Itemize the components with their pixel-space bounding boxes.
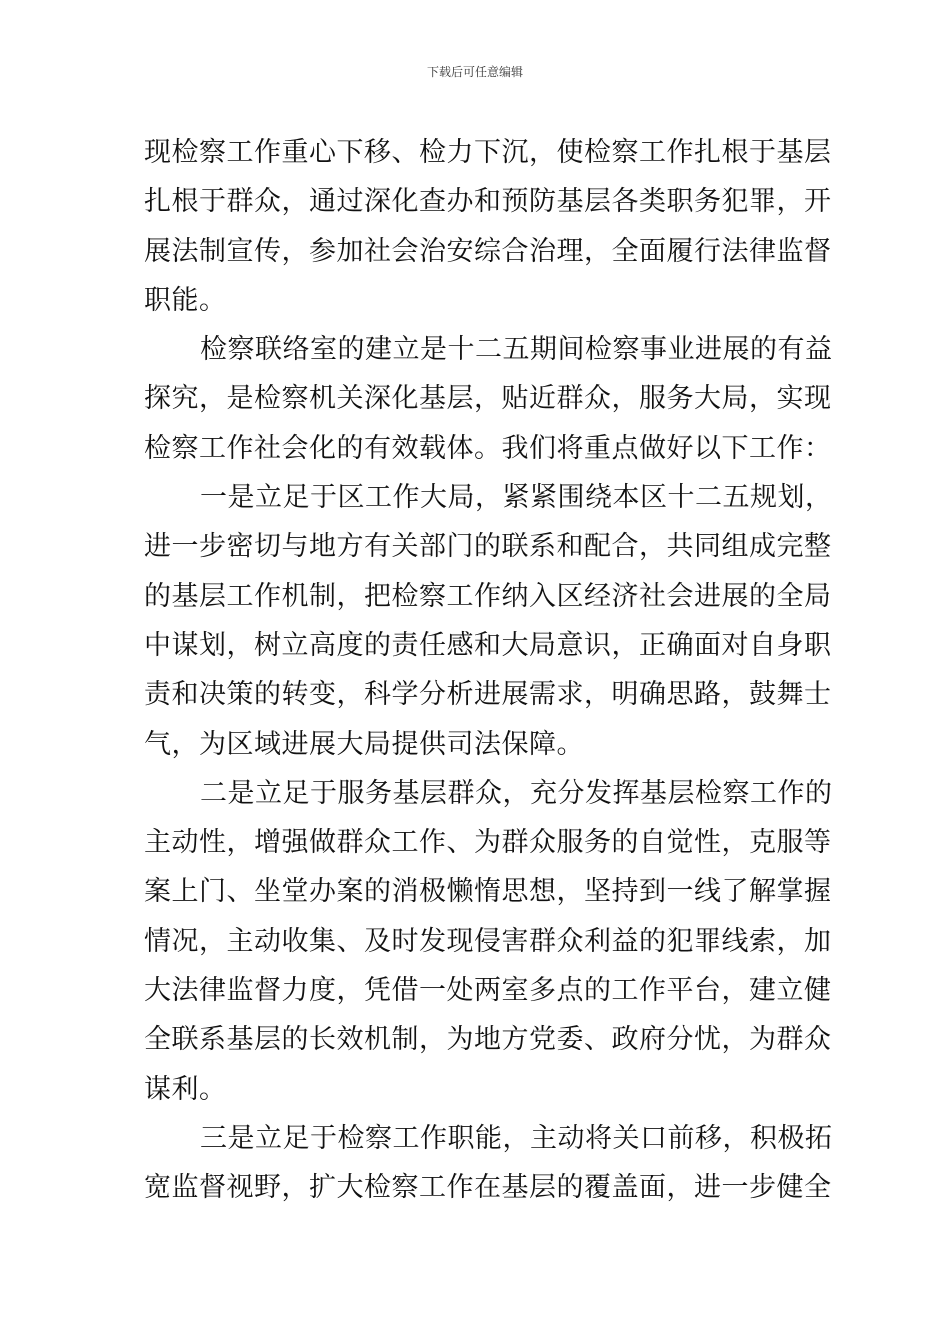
- paragraph: [144, 769, 833, 1114]
- paragraph: [144, 1114, 833, 1213]
- text-line: 检察联络室的建立是十二五期间检察事业进展的有益: [200, 334, 833, 366]
- text-line: 探究，是检察机关深化基层，贴近群众，服务大局，实现: [144, 383, 832, 415]
- text-line: 检察工作社会化的有效载体。我们将重点做好以下工作：: [144, 432, 832, 464]
- text-line: 情况，主动收集、及时发现侵害群众利益的犯罪线索，加: [144, 925, 832, 957]
- text-line: 谋利。: [144, 1073, 227, 1105]
- paragraph: [144, 473, 833, 769]
- text-line: 案上门、坐堂办案的消极懒惰思想，坚持到一线了解掌握: [144, 876, 832, 908]
- text-line: 大法律监督力度，凭借一处两室多点的工作平台，建立健: [144, 975, 832, 1007]
- page-header: 下载后可任意编辑: [426, 65, 523, 79]
- text-line: 中谋划，树立高度的责任感和大局意识，正确面对自身职: [144, 629, 832, 661]
- text-line: 气，为区域进展大局提供司法保障。: [144, 728, 584, 760]
- text-line: 的基层工作机制，把检察工作纳入区经济社会进展的全局: [144, 580, 832, 612]
- text-line: 全联系基层的长效机制，为地方党委、政府分忧，为群众: [144, 1024, 832, 1056]
- text-line: 主动性，增强做群众工作、为群众服务的自觉性，克服等: [144, 827, 832, 859]
- text-line: 二是立足于服务基层群众，充分发挥基层检察工作的: [200, 777, 833, 809]
- text-line: 现检察工作重心下移、检力下沉，使检察工作扎根于基层: [144, 137, 832, 168]
- paragraph: [144, 325, 833, 473]
- text-line: 职能。: [144, 284, 227, 316]
- text-line: 责和决策的转变，科学分析进展需求，明确思路，鼓舞士: [144, 679, 832, 711]
- text-line: 三是立足于检察工作职能，主动将关口前移，积极拓: [200, 1122, 833, 1154]
- document-body: [144, 128, 833, 1213]
- text-line: 进一步密切与地方有关部门的联系和配合，共同组成完整: [144, 531, 832, 563]
- text-line: 扎根于群众，通过深化查办和预防基层各类职务犯罪，开: [144, 186, 832, 218]
- text-line: 展法制宣传，参加社会治安综合治理，全面履行法律监督: [144, 235, 832, 267]
- paragraph: [144, 128, 832, 325]
- text-line: 一是立足于区工作大局，紧紧围绕本区十二五规划，: [200, 482, 833, 514]
- text-line: 宽监督视野，扩大检察工作在基层的覆盖面，进一步健全: [144, 1172, 832, 1204]
